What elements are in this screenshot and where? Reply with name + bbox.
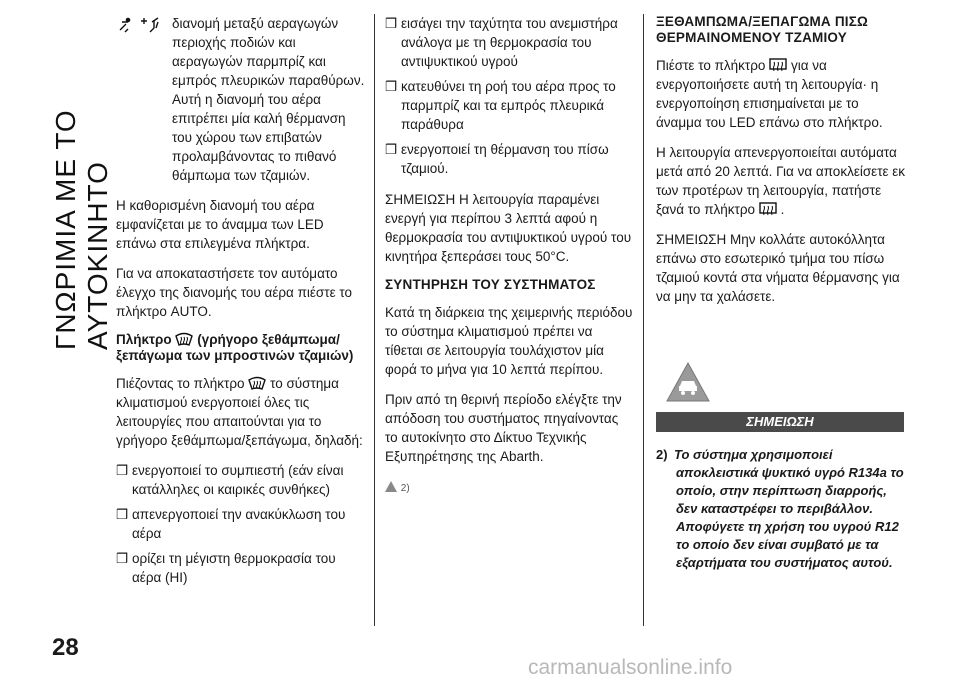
paragraph-text: για να ενεργοποιήσετε αυτή τη λειτουργία· η ενεργοποίηση επισημαίνεται με το άναμμα του LED επάνω στο πλήκτρο. — [656, 58, 883, 130]
note-paragraph: ΣΗΜΕΙΩΣΗ Μην κολλάτε αυτοκόλλητα επάνω στο εσωτερικό τμήμα του πίσω τζαμιού κοντά στα νήματα θέρμανσης για να μην τα χαλάσετε. — [656, 232, 900, 304]
checkbox-bullet-icon: ❒ — [116, 507, 129, 522]
note-banner: ΣΗΜΕΙΩΣΗ — [656, 412, 904, 432]
rear-window-defrost-icon — [759, 202, 777, 216]
reference-number: 2) — [400, 483, 410, 494]
reference-marker — [385, 477, 633, 498]
feet-windscreen-mode-icon — [116, 14, 172, 196]
list-item-text: απενεργοποιεί την ανακύκλωση του αέρα — [132, 507, 346, 541]
warning-triangle-icon — [385, 481, 397, 492]
section-heading: ΞΕΘΑΜΠΩΜΑ/ΞΕΠΑΓΩΜΑ ΠΙΣΩ ΘΕΡΜΑΙΝΟΜΕΝΟΥ ΤΖΑΜΙΟΥ — [656, 14, 869, 45]
paragraph: διανομή μεταξύ αεραγωγών περιοχής ποδιών και αεραγωγών παρμπρίζ και εμπρός πλευρικών παραθύρων. Αυτή η διανομή του αέρα επιτρέπει μία καλή θέρμανση του χώρου των επιβατών προλαμβάνοντας το πιθανό θάμπωμα των τζαμιών. — [172, 16, 365, 183]
column-1 — [116, 14, 366, 593]
column-divider — [374, 14, 375, 626]
section-heading: ΣΥΝΤΗΡΗΣΗ ΤΟΥ ΣΥΣΤΗΜΑΤΟΣ — [385, 277, 596, 292]
list-item-text: ενεργοποιεί το συμπιεστή (εάν είναι κατάλληλες οι καιρικές συνθήκες) — [132, 463, 344, 497]
windscreen-defrost-icon — [248, 376, 266, 390]
paragraph — [656, 56, 906, 132]
list-item-text: κατευθύνει τη ροή του αέρα προς το παρμπρίζ και τα εμπρός πλευρικά παράθυρα — [401, 79, 616, 132]
page-number: 28 — [52, 634, 79, 661]
list-item — [385, 140, 633, 178]
list-item-text: ορίζει τη μέγιστη θερμοκρασία του αέρα (HI) — [132, 551, 336, 585]
paragraph: Για να αποκαταστήσετε τον αυτόματο έλεγχο της διανομής του αέρα πιέστε το πλήκτρο AUTO. — [116, 266, 352, 319]
heading-text: Πλήκτρο — [116, 332, 172, 347]
watermark: carmanualsonline.info — [528, 656, 733, 679]
paragraph-text: Η λειτουργία απενεργοποιείται αυτόματα μετά από 20 λεπτά. Για να αποκλείσετε εκ των προτέρων τη λειτουργία, πατήστε ξανά το πλήκτρο — [656, 145, 906, 217]
chapter-side-title: ΓΝΩΡΙΜΙΑ ΜΕ ΤΟ ΑΥΤΟΚΙΝΗΤΟ — [50, 109, 113, 350]
slippery-road-warning-icon — [666, 362, 710, 402]
paragraph: Πριν από τη θερινή περίοδο ελέγξτε την απόδοση του συστήματος πηγαίνοντας το αυτοκίνητο στο Δίκτυο Τεχνικής Εξυπηρέτησης της Abarth. — [385, 392, 622, 464]
heading-text: (γρήγορο ξεθάμπωμα/ξεπάγωμα των μπροστινών τζαμιών) — [116, 332, 354, 363]
list-item — [385, 14, 633, 71]
checkbox-bullet-icon: ❒ — [385, 16, 398, 31]
rear-window-defrost-icon — [769, 58, 787, 72]
note-number: 2) — [656, 447, 668, 462]
checkbox-bullet-icon: ❒ — [385, 79, 398, 94]
list-item — [116, 461, 366, 499]
checkbox-bullet-icon: ❒ — [116, 551, 129, 566]
note-paragraph: ΣΗΜΕΙΩΣΗ Η λειτουργία παραμένει ενεργή για περίπου 3 λεπτά αφού η θερμοκρασία του αντιψυκτικού υγρού του κινητήρα ξεπεράσει τους 50°C. — [385, 192, 632, 264]
paragraph: Η καθορισμένη διανομή του αέρα εμφανίζεται με το άναμμα των LED επάνω στα επιλεγμένα πλήκτρα. — [116, 198, 324, 251]
list-item — [116, 549, 366, 587]
paragraph-text: το σύστημα κλιματισμού ενεργοποιεί όλες τις λειτουργίες που απαιτούνται για το γρήγορο ξεθάμπωμα/ξεπάγωμα, δηλαδή: — [116, 376, 363, 448]
windscreen-defrost-icon — [175, 332, 193, 346]
column-divider — [643, 14, 644, 626]
column-2 — [385, 14, 633, 498]
paragraph — [656, 143, 906, 219]
column-3 — [656, 14, 906, 572]
list-item-text: ενεργοποιεί τη θέρμανση του πίσω τζαμιού. — [401, 142, 609, 176]
paragraph-text: Πιέζοντας το πλήκτρο — [116, 376, 245, 391]
checkbox-bullet-icon: ❒ — [385, 142, 398, 157]
note-text: αποκλειστικά ψυκτικό υγρό R134a το οποίο, στην περίπτωση διαρροής, δεν καταστρέφει το περιβάλλον. Αποφύγετε τη χρήση του υγρού R12 το οποίο δεν είναι συμβατό με τα εξαρτήματα του συστήματος αυτού. — [676, 465, 904, 570]
list-item — [385, 77, 633, 134]
list-item-text: εισάγει την ταχύτητα του ανεμιστήρα ανάλογα με τη θερμοκρασία του αντιψυκτικού υγρού — [401, 16, 618, 69]
note-text: Το σύστημα χρησιμοποιεί — [674, 447, 833, 462]
paragraph — [116, 374, 366, 450]
subsection-heading — [116, 332, 366, 364]
note-body — [656, 446, 906, 572]
paragraph: Κατά τη διάρκεια της χειμερινής περιόδου το σύστημα κλιματισμού πρέπει να τίθεται σε λειτουργία τουλάχιστον μία φορά το μήνα για 10 λεπτά περίπου. — [385, 305, 633, 377]
paragraph-text: Πιέστε το πλήκτρο — [656, 58, 766, 73]
checkbox-bullet-icon: ❒ — [116, 463, 129, 478]
list-item — [116, 505, 366, 543]
paragraph-text: . — [780, 202, 785, 217]
